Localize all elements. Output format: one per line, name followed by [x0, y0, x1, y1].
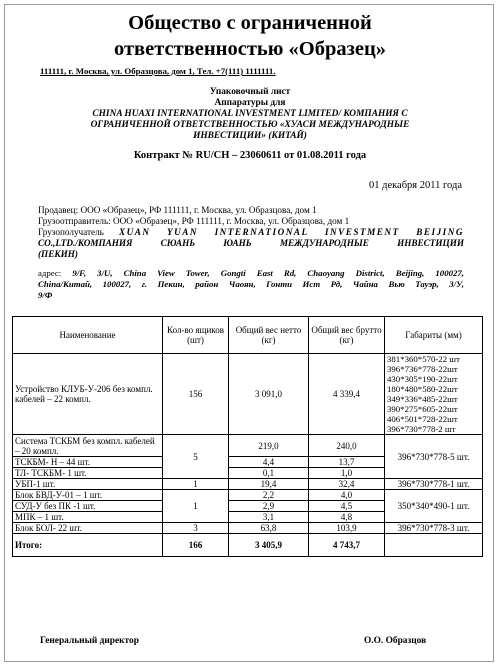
consignee-line-1	[38, 227, 464, 238]
item-name: УБП-1 шт.	[13, 479, 163, 490]
consignee-line-3: (ПЕКИН)	[38, 249, 78, 259]
header-boxes: Кол-во ящиков (шт)	[163, 317, 229, 354]
item-net: 219,0	[229, 435, 309, 457]
address-text-1: 9/F, 3/U, China View Tower, Gongti East Rd, Chaoyang District, Beijing, 100027,	[72, 268, 464, 278]
item-dims: 396*730*778-3 шт.	[385, 523, 483, 534]
consignee-line-2: CO.,LTD./КОМПАНИЯ СЮАНЬ ЮАНЬ МЕЖДУНАРОДНЫЕ ИНВЕСТИЦИИ	[38, 238, 464, 248]
item-net: 19,4	[229, 479, 309, 490]
dim-line: 406*501*728-22шт	[387, 414, 458, 424]
company-name-line2: ответственностью «Образец»	[113, 38, 387, 60]
dim-line: 396*736*778-22шт	[387, 364, 458, 374]
contract-number: Контракт № RU/CH – 23060611 от 01.08.2011 года	[133, 150, 367, 161]
item-boxes: 156	[163, 354, 229, 435]
item-name: ТЛ- ТСКБМ- 1 шт.	[13, 468, 163, 479]
item-dims: 396*730*778-1 шт.	[385, 479, 483, 490]
total-label: Итого:	[13, 534, 163, 557]
dim-line: 180*480*580-22шт	[387, 384, 458, 394]
item-gross: 32,4	[309, 479, 385, 490]
table-row	[13, 435, 483, 457]
header-name: Наименование	[13, 317, 163, 354]
consignee-address-line-2: China/Китай, 100027, г. Пекин, район Чаоян, Гонти Ист Рд, Чайна Вью Тауэр, 3/У,	[38, 279, 464, 289]
item-gross: 103,9	[309, 523, 385, 534]
consignee-address-line-3: 9/Ф	[38, 290, 53, 300]
table-row	[13, 354, 483, 435]
document-date: 01 декабря 2011 года	[368, 180, 462, 191]
header-dims: Габариты (мм)	[385, 317, 483, 354]
company-address: 111111, г. Москва, ул. Образцова, дом 1, Тел. +7(111) 1111111.	[40, 66, 276, 76]
dim-line: 430*305*190-22шт	[387, 374, 458, 384]
item-gross: 4,5	[309, 501, 385, 512]
item-gross: 1,0	[309, 468, 385, 479]
goods-table	[12, 316, 483, 557]
total-gross: 4 743,7	[309, 534, 385, 557]
header-net: Общий вес нетто (кг)	[229, 317, 309, 354]
buyer-line-3: ИНВЕСТИЦИИ» (КИТАЙ)	[193, 131, 307, 141]
item-net: 3,1	[229, 512, 309, 523]
total-net: 3 405,9	[229, 534, 309, 557]
item-name: Система ТСКБМ без компл. кабелей – 20 компл.	[13, 435, 163, 457]
item-dims: 350*340*490-1 шт.	[385, 490, 483, 523]
item-name: СУД-У без ПК -1 шт.	[13, 501, 163, 512]
table-row	[13, 523, 483, 534]
total-boxes: 166	[163, 534, 229, 557]
item-gross: 240,0	[309, 435, 385, 457]
buyer-line-1: CHINA HUAXI INTERNATIONAL INVESTMENT LIMITED/ КОМПАНИЯ С	[92, 109, 408, 119]
item-name: ТСКБМ- Н – 44 шт.	[13, 457, 163, 468]
shipper: Грузоотправитель: ООО «Образец», РФ 111111, г. Москва, ул. Образцова, дом 1	[38, 216, 350, 226]
dim-line: 349*336*485-22шт	[387, 394, 458, 404]
item-dims: 396*730*778-5 шт.	[385, 435, 483, 479]
address-label: адрес:	[38, 268, 62, 278]
company-name-line1: Общество с ограниченной	[128, 12, 372, 34]
seller: Продавец: ООО «Образец», РФ 111111, г. Москва, ул. Образцова, дом 1	[38, 205, 317, 215]
dim-line: 396*730*778-2 шт	[387, 424, 456, 434]
item-boxes: 1	[163, 490, 229, 523]
table-header-row	[13, 317, 483, 354]
document-subtitle: Аппаратуры для	[214, 98, 286, 108]
item-dims	[385, 354, 483, 435]
item-gross: 4 339,4	[309, 354, 385, 435]
item-gross: 13,7	[309, 457, 385, 468]
item-net: 0,1	[229, 468, 309, 479]
consignee-label: Грузополучатель	[38, 227, 104, 237]
total-row	[13, 534, 483, 557]
item-boxes: 3	[163, 523, 229, 534]
item-name: Устройство КЛУБ-У-206 без компл. кабелей – 22 компл.	[13, 354, 163, 435]
total-dims-empty	[385, 534, 483, 557]
dim-line: 390*275*605-22шт	[387, 404, 458, 414]
signatory-name: О.О. Образцов	[364, 636, 427, 646]
item-net: 4,4	[229, 457, 309, 468]
table-row	[13, 479, 483, 490]
item-name: Блок БВД-У-01 – 1 шт.	[13, 490, 163, 501]
item-net: 2,9	[229, 501, 309, 512]
item-name: МПК – 1 шт.	[13, 512, 163, 523]
item-boxes: 5	[163, 435, 229, 479]
item-net: 2,2	[229, 490, 309, 501]
consignee-name: XUAN YUAN INTERNATIONAL INVESTMENT BEIJING	[119, 227, 465, 237]
signatory-title: Генеральный директор	[40, 636, 139, 646]
consignee-address-line-1	[38, 268, 464, 279]
buyer-line-2: ОГРАНИЧЕННОЙ ОТВЕТСТВЕННОСТЬЮ «ХУАСИ МЕЖДУНАРОДНЫЕ	[90, 120, 410, 130]
item-net: 63,8	[229, 523, 309, 534]
table-row	[13, 490, 483, 501]
dim-line: 381*360*570-22 шт	[387, 354, 460, 364]
item-name: Блок БОЛ- 22 шт.	[13, 523, 163, 534]
header-gross: Общий вес брутто (кг)	[309, 317, 385, 354]
item-gross: 4,8	[309, 512, 385, 523]
item-gross: 4,0	[309, 490, 385, 501]
item-net: 3 091,0	[229, 354, 309, 435]
document-title: Упаковочный лист	[209, 87, 291, 97]
item-boxes: 1	[163, 479, 229, 490]
